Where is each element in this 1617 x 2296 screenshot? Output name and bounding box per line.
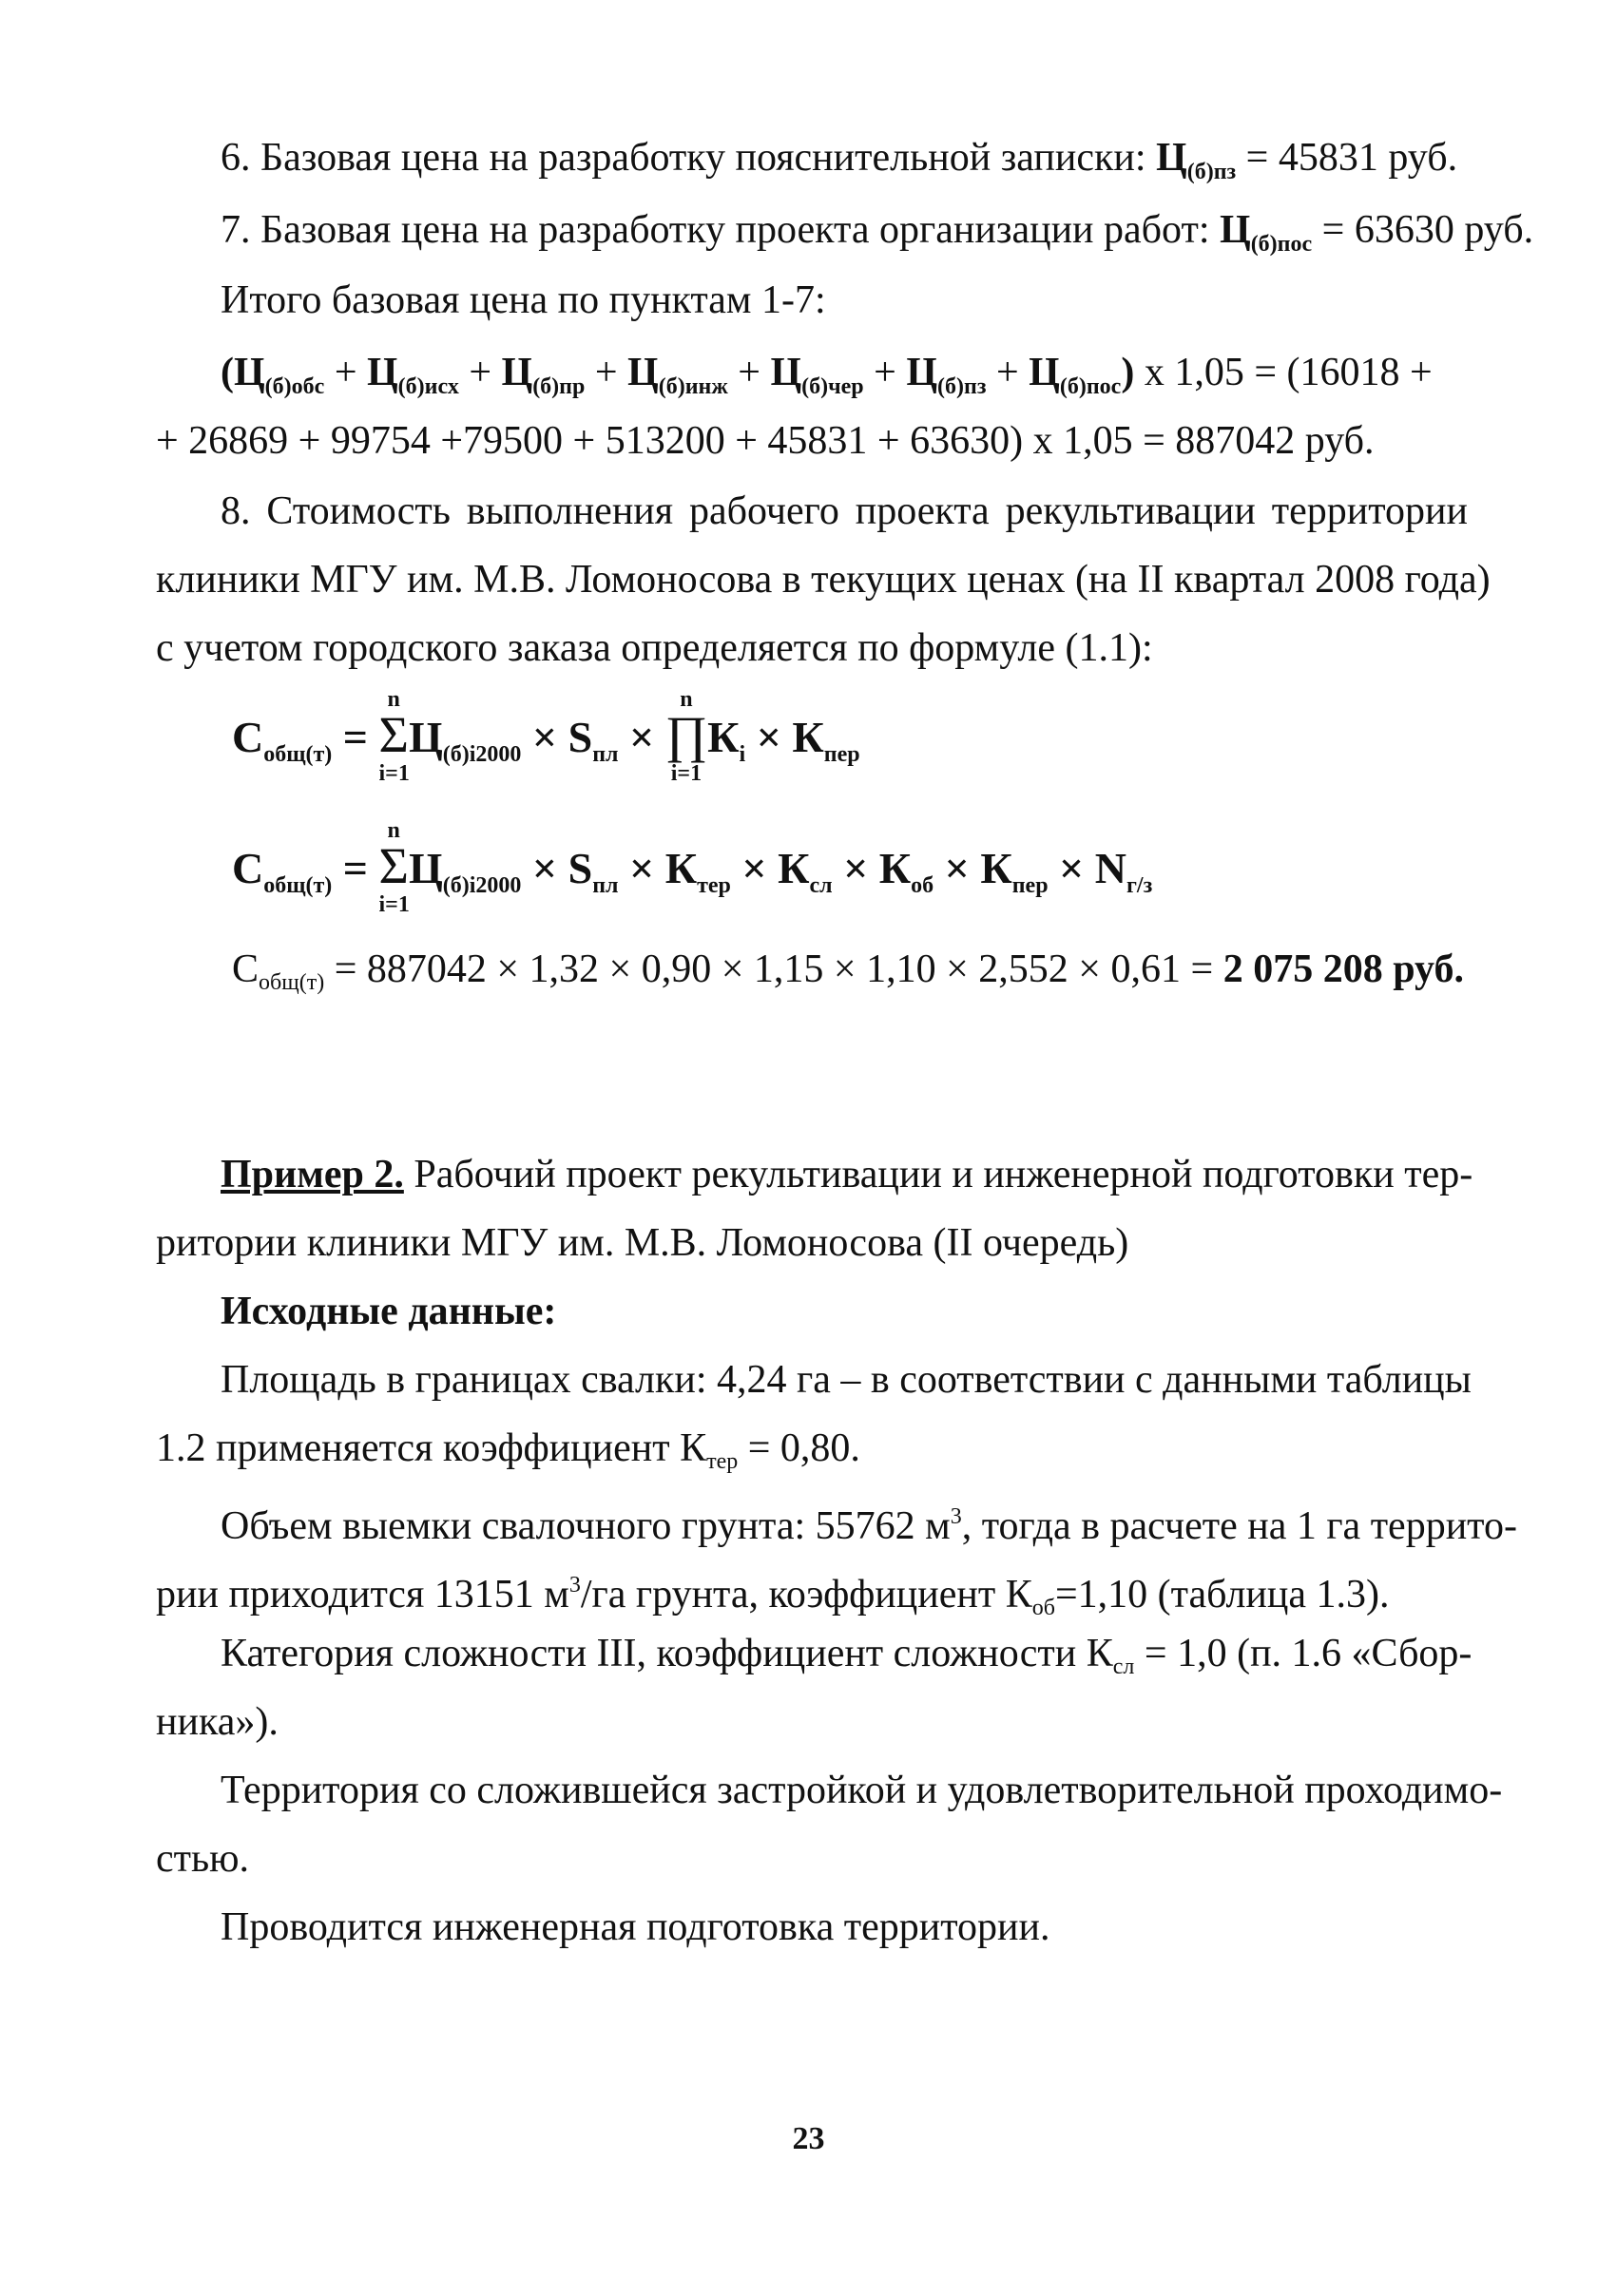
item-8-line-1: 8. Стоимость выполнения рабочего проекта рекультивации территории	[221, 489, 1468, 533]
sum-line-2: + 26869 + 99754 +79500 + 513200 + 45831 + 63630) х 1,05 = 887042 руб.	[156, 419, 1375, 463]
plus-sign: +	[863, 351, 907, 394]
factor-subscript: об	[911, 873, 934, 898]
factor-subscript: пл	[592, 873, 619, 898]
price-subscript: (б)пос	[1059, 374, 1122, 399]
price-symbol: Ц	[1156, 136, 1187, 180]
product-symbol: n ∏ i=1	[664, 687, 708, 786]
formula-2: $С_{общ(т)}$ = n Σ i=1 $Ц_{(б)i2000} \times S_{пл} \times К_{тер} \times К_{сл} \times К_{об} \times К_{пер} \times N_{г/з}$	[232, 818, 1153, 917]
sum-terms	[234, 351, 1122, 399]
factor-symbol: N	[1094, 844, 1126, 892]
item-6-line: 6. Базовая цена на разработку пояснительной записки: $Ц_{(б)пз} = 45831$ руб.	[221, 136, 1458, 184]
price-subscript: (б)чер	[801, 374, 864, 399]
example-2-line-1: Пример 2. Рабочий проект рекультивации и инженерной подготовки тер-	[221, 1153, 1473, 1196]
times-sign: ×	[1048, 844, 1095, 892]
source-data-heading: Исходные данные:	[221, 1290, 557, 1333]
area-line-2: 1.2 применяется коэффициент Ктер = 0,80.	[156, 1426, 860, 1474]
price-symbol: Ц	[234, 351, 265, 394]
times-sign: ×	[618, 844, 665, 892]
territory-line-2: стью.	[156, 1837, 250, 1881]
factor-symbol: К	[878, 844, 912, 892]
factor-subscript: пер	[1011, 873, 1049, 898]
factor-symbol: К	[980, 844, 1012, 892]
plus-sign: +	[986, 351, 1030, 394]
price-symbol: Ц	[770, 351, 802, 394]
factor-symbol: S	[568, 844, 593, 892]
area-line-1: Площадь в границах свалки: 4,24 га – в соответствии с данными таблицы	[221, 1358, 1472, 1402]
category-line-2: ника»).	[156, 1700, 279, 1744]
price-subscript: (б)исх	[397, 374, 459, 399]
price-symbol: Ц	[627, 351, 659, 394]
example-2-label: Пример 2.	[221, 1153, 404, 1196]
price-subscript: (б)инж	[658, 374, 728, 399]
formula-1: $С_{общ(т)}$ = n Σ i=1 $Ц_{(б)i2000} \times S_{пл}$ × n ∏ i=1 $К_i \times К_{пер}$	[232, 687, 860, 786]
result-answer: 2 075 208 руб.	[1222, 947, 1464, 991]
price-subscript: (б)пз	[937, 374, 987, 399]
total-label: Итого базовая цена по пунктам 1-7:	[221, 278, 826, 322]
times-sign: ×	[934, 844, 981, 892]
plus-sign: +	[458, 351, 502, 394]
item-8-line-2: клиники МГУ им. М.В. Ломоносова в текущих ценах (на II квартал 2008 года)	[156, 558, 1491, 602]
price-symbol: Ц	[501, 351, 533, 394]
territory-line-1: Территория со сложившейся застройкой и удовлетворительной проходимо-	[221, 1769, 1503, 1812]
times-sign: ×	[730, 844, 779, 892]
plus-sign: +	[585, 351, 628, 394]
sum-symbol: n Σ i=1	[378, 687, 410, 786]
factor-subscript: сл	[809, 873, 833, 898]
price-symbol: Ц	[906, 351, 938, 394]
price-symbol: Ц	[367, 351, 398, 394]
factor-symbol: К	[778, 844, 810, 892]
example-2-line-2: ритории клиники МГУ им. М.В. Ломоносова (II очередь)	[156, 1221, 1129, 1265]
formula-2-factors	[521, 844, 1153, 898]
factor-subscript: г/з	[1126, 873, 1153, 898]
category-line-1: Категория сложности III, коэффициент сложности Ксл = 1,0 (п. 1.6 «Сбор-	[221, 1632, 1473, 1679]
sum-symbol: n Σ i=1	[378, 818, 410, 917]
item-8-line-3: с учетом городского заказа определяется по формуле (1.1):	[156, 626, 1153, 670]
sum-line-1: $(Ц_{(б)обс} + Ц_{(б)исх} + Ц_{(б)пр} + Ц_{(б)инж} + Ц_{(б)чер} + Ц_{(б)пз} + Ц_{(б)пос})$ х 1,05 = (16018 +	[221, 351, 1433, 399]
price-symbol: Ц	[1220, 208, 1251, 252]
factor-subscript: тер	[697, 873, 731, 898]
price-symbol: Ц	[1029, 351, 1060, 394]
volume-line-1: Объем выемки свалочного грунта: 55762 $м^3$, тогда в расчете на 1 га террито-	[221, 1504, 1517, 1548]
item-7-line: 7. Базовая цена на разработку проекта организации работ: $Ц_{(б)пос} = 63630$ руб.	[221, 208, 1534, 257]
plus-sign: +	[324, 351, 367, 394]
plus-sign: +	[727, 351, 771, 394]
result-line: Собщ(т) = 887042 × 1,32 × 0,90 × 1,15 × 1,10 × 2,552 × 0,61 = 2 075 208 руб.	[232, 947, 1464, 995]
price-subscript: (б)пр	[532, 374, 586, 399]
volume-line-2: рии приходится 13151 $м^3/га$ грунта, коэффициент Коб=1,10 (таблица 1.3).	[156, 1573, 1390, 1620]
page-number: 23	[792, 2121, 825, 2156]
factor-symbol: К	[664, 844, 698, 892]
times-sign: ×	[832, 844, 879, 892]
engineering-line: Проводится инженерная подготовка территории.	[221, 1905, 1050, 1949]
times-sign: ×	[521, 844, 568, 892]
price-subscript: (б)обс	[264, 374, 325, 399]
